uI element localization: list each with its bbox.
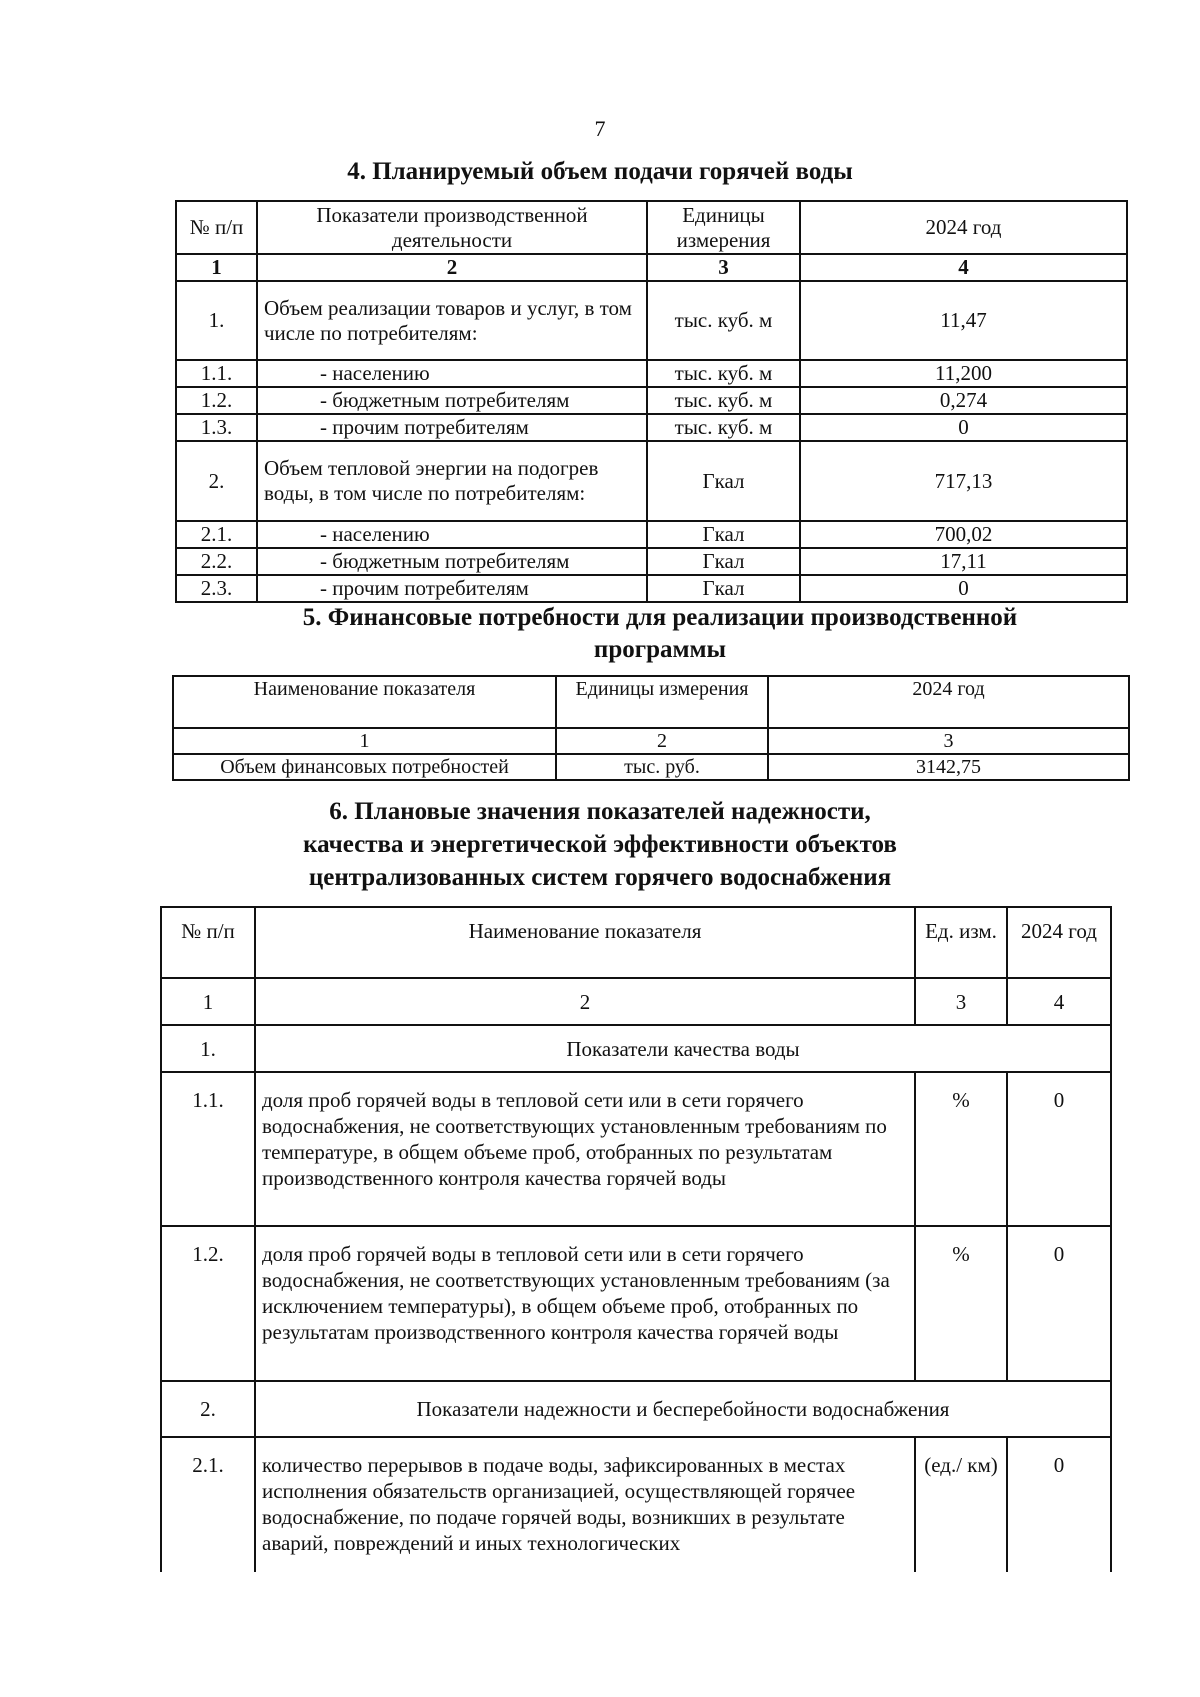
- group-title: Показатели надежности и бесперебойности водоснабжения: [255, 1381, 1111, 1437]
- page-number: 7: [594, 116, 606, 141]
- group-number: 2.: [161, 1381, 255, 1437]
- group-title: Показатели качества воды: [255, 1025, 1111, 1072]
- row-value: 11,200: [800, 360, 1127, 387]
- row-indicator: доля проб горячей воды в тепловой сети или в сети горячего водоснабжения, не соответствующих установленным требованиям (за исключением температуры), в общем объеме проб, отобранных по результатам производственного контроля качества горячей воды: [255, 1226, 915, 1381]
- col-number: 1: [173, 728, 556, 754]
- row-number: 2.2.: [176, 548, 257, 575]
- row-unit: Гкал: [647, 441, 800, 521]
- table-header-row: [161, 907, 1111, 978]
- row-value: 0,274: [800, 387, 1127, 414]
- column-number-row: [173, 728, 1129, 754]
- col-header-year: 2024 год: [1007, 907, 1111, 978]
- row-number: 2.3.: [176, 575, 257, 602]
- col-header-indicator: Наименование показателя: [255, 907, 915, 978]
- row-unit: Гкал: [647, 521, 800, 548]
- section-5-title-line1: 5. Финансовые потребности для реализации производственной: [302, 604, 1018, 631]
- row-unit: тыс. куб. м: [647, 414, 800, 441]
- row-number: 1.3.: [176, 414, 257, 441]
- row-indicator: Объем тепловой энергии на подогрев воды, в том числе по потребителям:: [257, 441, 647, 521]
- table-row: [176, 441, 1127, 521]
- row-number: 2.: [176, 441, 257, 521]
- row-value: 0: [1007, 1437, 1111, 1572]
- row-indicator: - населению: [257, 521, 647, 548]
- table-row: [176, 548, 1127, 575]
- row-value: 700,02: [800, 521, 1127, 548]
- row-value: 0: [800, 575, 1127, 602]
- col-number: 1: [161, 978, 255, 1025]
- table-row: [176, 414, 1127, 441]
- column-number-row: [176, 254, 1127, 281]
- col-number: 3: [915, 978, 1007, 1025]
- group-number: 1.: [161, 1025, 255, 1072]
- row-number: 1.1.: [176, 360, 257, 387]
- table-row: [176, 521, 1127, 548]
- row-number: 1.2.: [176, 387, 257, 414]
- table-header-row: [173, 676, 1129, 728]
- row-indicator: количество перерывов в подаче воды, зафиксированных в местах исполнения обязательств организацией, осуществляющей горячее водоснабжение, по подаче горячей воды, возникших в результате аварий, повреждений и иных технологических: [255, 1437, 915, 1572]
- row-unit: %: [915, 1072, 1007, 1226]
- section-6-title-line3: централизованных систем горячего водоснабжения: [308, 864, 892, 891]
- row-number: 1.1.: [161, 1072, 255, 1226]
- table-row: [161, 1226, 1111, 1381]
- col-number: 2: [255, 978, 915, 1025]
- row-indicator: - прочим потребителям: [257, 575, 647, 602]
- section-6-title-line2: качества и энергетической эффективности объектов: [303, 831, 897, 858]
- col-header-number: № п/п: [161, 907, 255, 978]
- col-number: 4: [800, 254, 1127, 281]
- row-unit: тыс. куб. м: [647, 360, 800, 387]
- col-header-unit: Единицы измерения: [556, 676, 768, 728]
- table-row: [176, 575, 1127, 602]
- row-value: 17,11: [800, 548, 1127, 575]
- col-header-unit: Единицы измерения: [647, 201, 800, 254]
- group-row-quality: [161, 1025, 1111, 1072]
- row-value: 3142,75: [768, 754, 1129, 780]
- row-indicator: - бюджетным потребителям: [257, 387, 647, 414]
- col-header-year: 2024 год: [800, 201, 1127, 254]
- row-unit: (ед./ км): [915, 1437, 1007, 1572]
- row-indicator: доля проб горячей воды в тепловой сети или в сети горячего водоснабжения, не соответствующих установленным требованиям по температуре, в общем объеме проб, отобранных по результатам производственного контроля качества горячей воды: [255, 1072, 915, 1226]
- table-row: [161, 1437, 1111, 1572]
- table-header-row: [176, 201, 1127, 254]
- row-unit: тыс. куб. м: [647, 281, 800, 360]
- row-number: 2.1.: [176, 521, 257, 548]
- row-unit: Гкал: [647, 548, 800, 575]
- col-number: 2: [257, 254, 647, 281]
- row-value: 0: [1007, 1072, 1111, 1226]
- table-row: [161, 1072, 1111, 1226]
- column-number-row: [161, 978, 1111, 1025]
- col-number: 3: [768, 728, 1129, 754]
- section-5-title-line2: программы: [593, 636, 727, 663]
- col-header-number: № п/п: [176, 201, 257, 254]
- row-value: 717,13: [800, 441, 1127, 521]
- table-row: [173, 754, 1129, 780]
- financial-needs-table: [172, 675, 1130, 781]
- row-indicator: Объем финансовых потребностей: [173, 754, 556, 780]
- reliability-indicators-table: [160, 906, 1112, 1572]
- table-row: [176, 281, 1127, 360]
- row-number: 1.: [176, 281, 257, 360]
- row-unit: %: [915, 1226, 1007, 1381]
- row-value: 0: [1007, 1226, 1111, 1381]
- col-number: 3: [647, 254, 800, 281]
- col-number: 2: [556, 728, 768, 754]
- row-unit: Гкал: [647, 575, 800, 602]
- col-number: 1: [176, 254, 257, 281]
- col-header-indicator: Наименование показателя: [173, 676, 556, 728]
- row-unit: тыс. куб. м: [647, 387, 800, 414]
- row-value: 11,47: [800, 281, 1127, 360]
- col-header-unit: Ед. изм.: [915, 907, 1007, 978]
- table-row: [176, 387, 1127, 414]
- table-row: [176, 360, 1127, 387]
- row-indicator: - бюджетным потребителям: [257, 548, 647, 575]
- row-indicator: Объем реализации товаров и услуг, в том числе по потребителям:: [257, 281, 647, 360]
- row-number: 2.1.: [161, 1437, 255, 1572]
- col-header-indicator: Показатели производственной деятельности: [257, 201, 647, 254]
- group-row-reliability: [161, 1381, 1111, 1437]
- hot-water-volume-table: [175, 200, 1128, 603]
- row-unit: тыс. руб.: [556, 754, 768, 780]
- col-number: 4: [1007, 978, 1111, 1025]
- row-indicator: - населению: [257, 360, 647, 387]
- row-indicator: - прочим потребителям: [257, 414, 647, 441]
- section-6-title-line1: 6. Плановые значения показателей надежности,: [329, 798, 871, 825]
- col-header-year: 2024 год: [768, 676, 1129, 728]
- section-4-title: 4. Планируемый объем подачи горячей воды: [347, 158, 853, 185]
- row-value: 0: [800, 414, 1127, 441]
- row-number: 1.2.: [161, 1226, 255, 1381]
